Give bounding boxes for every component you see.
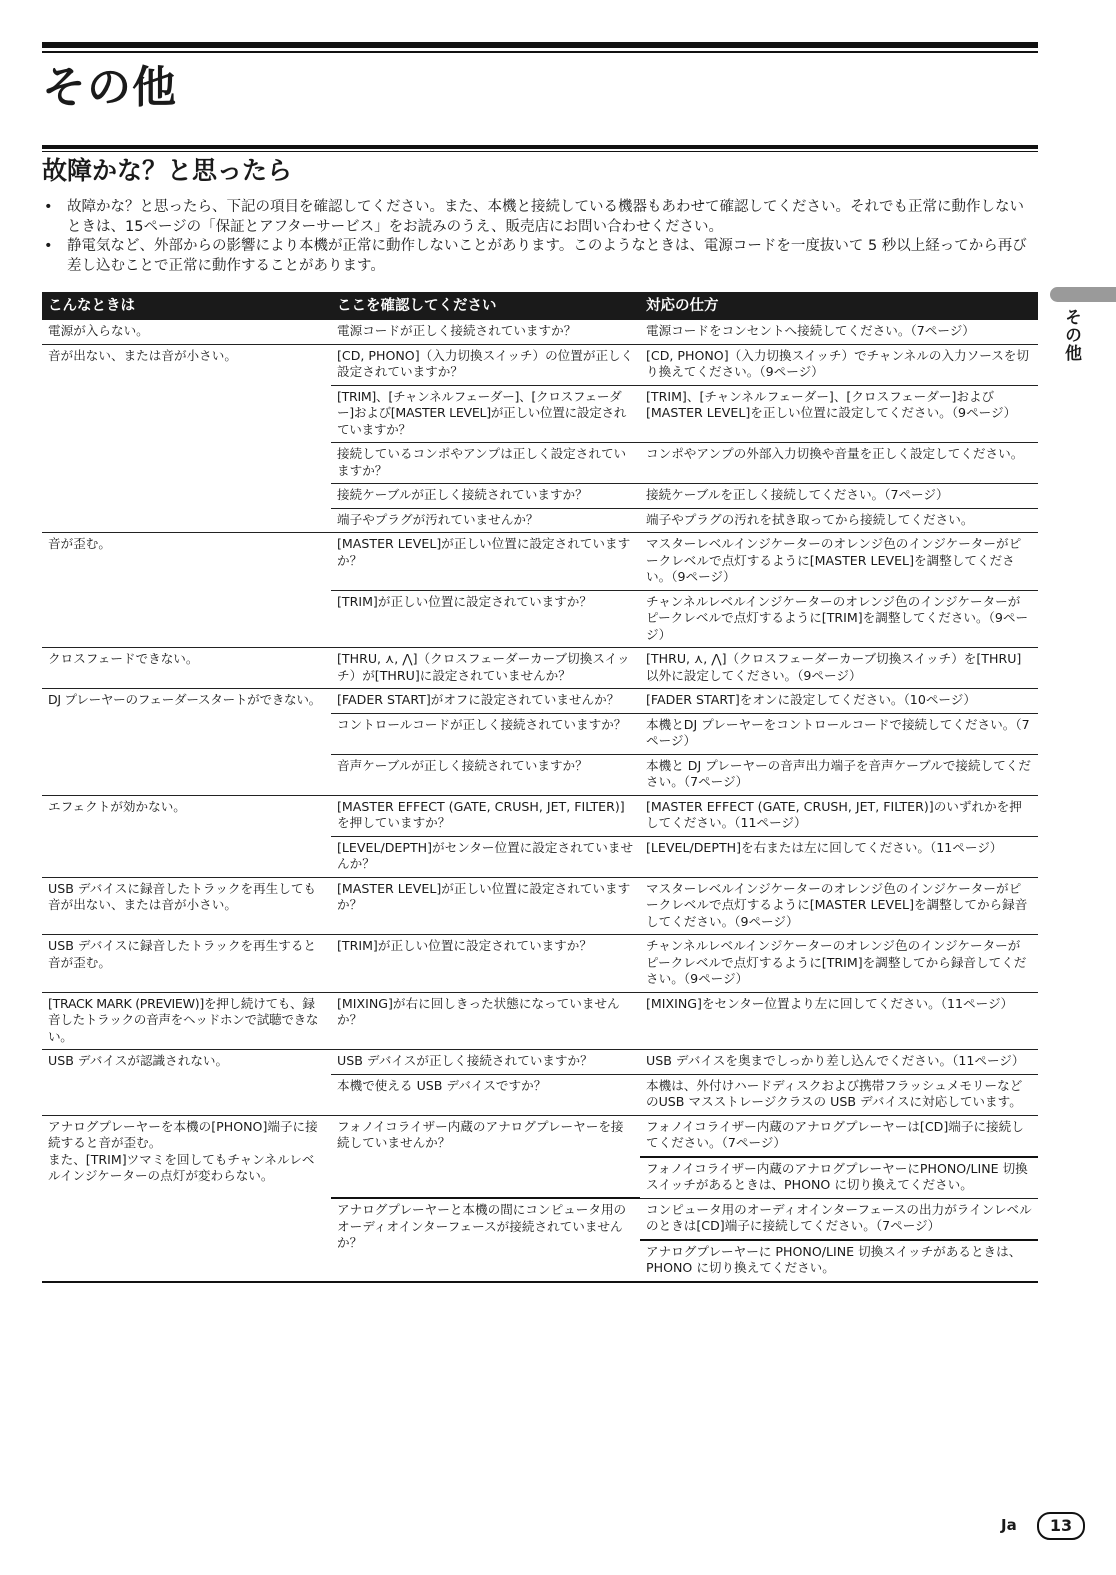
remedy-cell: マスターレベルインジケーターのオレンジ色のインジケーターがピークレベルで点灯するように[MASTER LEVEL]を調整してください。（9ページ） <box>640 533 1038 591</box>
symptom-cell: USB デバイスに録音したトラックを再生しても音が出ない、または音が小さい。 <box>42 877 331 935</box>
symptom-cell: 音が出ない、または音が小さい。 <box>42 344 331 533</box>
section-rule <box>42 145 1038 152</box>
troubleshooting-table <box>42 292 1038 1283</box>
remedy-cell: USB デバイスを奥までしっかり差し込んでください。（11ページ） <box>640 1050 1038 1075</box>
remedy-cell: マスターレベルインジケーターのオレンジ色のインジケーターがピークレベルで点灯するように[MASTER LEVEL]を調整してから録音してください。（9ページ） <box>640 877 1038 935</box>
remedy-cell: [MASTER EFFECT (GATE, CRUSH, JET, FILTER)]のいずれかを押してください。（11ページ） <box>640 795 1038 836</box>
table-row <box>42 1115 1038 1157</box>
check-cell: 音声ケーブルが正しく接続されていますか？ <box>331 754 640 795</box>
symptom-cell: 音が歪む。 <box>42 533 331 648</box>
table-row <box>42 320 1038 344</box>
table-header-row <box>42 292 1038 320</box>
header-check: ここを確認してください <box>331 292 640 320</box>
check-cell: フォノイコライザー内蔵のアナログプレーヤーを接続していませんか？ <box>331 1115 640 1198</box>
header-remedy: 対応の仕方 <box>640 292 1038 320</box>
remedy-cell: 端子やプラグの汚れを拭き取ってから接続してください。 <box>640 508 1038 533</box>
check-cell: [MIXING]が右に回しきった状態になっていませんか？ <box>331 992 640 1050</box>
table-row <box>42 689 1038 714</box>
chapter-rule <box>42 42 1038 56</box>
symptom-cell: [TRACK MARK (PREVIEW)]を押し続けても、録音したトラックの音声をヘッドホンで試聴できない。 <box>42 992 331 1050</box>
check-cell: [THRU, ⋏, ⋀]（クロスフェーダーカーブ切換スイッチ）が[THRU]に設定されていませんか？ <box>331 648 640 689</box>
remedy-cell: 本機とDJ プレーヤーをコントロールコードで接続してください。（7ページ） <box>640 713 1038 754</box>
symptom-cell: 電源が入らない。 <box>42 320 331 344</box>
remedy-cell: コンポやアンプの外部入力切換や音量を正しく設定してください。 <box>640 443 1038 484</box>
remedy-cell: 電源コードをコンセントへ接続してください。（7ページ） <box>640 320 1038 344</box>
note-item: • 静電気など、外部からの影響により本機が正常に動作しないことがあります。このようなときは、電源コードを一度抜いて 5 秒以上経ってから再び差し込むことで正常に動作することがあります。 <box>42 237 1038 276</box>
notes-list <box>42 198 1038 276</box>
note-item: • 故障かな？と思ったら、下記の項目を確認してください。また、本機と接続している機器もあわせて確認してください。それでも正常に動作しないときは、15ページの「保証とアフターサービス」をお読みのうえ、販売店にお問い合わせください。 <box>42 198 1038 237</box>
remedy-cell: 接続ケーブルを正しく接続してください。（7ページ） <box>640 484 1038 509</box>
check-cell: 本機で使える USB デバイスですか？ <box>331 1074 640 1115</box>
symptom-cell: エフェクトが効かない。 <box>42 795 331 877</box>
symptom-cell: USB デバイスに録音したトラックを再生すると音が歪む。 <box>42 935 331 993</box>
table-row <box>42 992 1038 1050</box>
check-cell: 接続ケーブルが正しく接続されていますか？ <box>331 484 640 509</box>
check-cell: 電源コードが正しく接続されていますか？ <box>331 320 640 344</box>
table-row <box>42 344 1038 385</box>
section-title: 故障かな？と思ったら <box>42 156 293 185</box>
remedy-cell: [MIXING]をセンター位置より左に回してください。（11ページ） <box>640 992 1038 1050</box>
remedy-cell: コンピュータ用のオーディオインターフェースの出力がラインレベルのときは[CD]端子に接続してください。（7ページ） <box>640 1198 1038 1240</box>
check-cell: [FADER START]がオフに設定されていませんか？ <box>331 689 640 714</box>
symptom-cell: USB デバイスが認識されない。 <box>42 1050 331 1116</box>
check-cell: [TRIM]が正しい位置に設定されていますか？ <box>331 590 640 648</box>
table-row <box>42 935 1038 993</box>
remedy-cell: フォノイコライザー内蔵のアナログプレーヤーは[CD]端子に接続してください。（7ページ） <box>640 1115 1038 1157</box>
check-cell: 端子やプラグが汚れていませんか？ <box>331 508 640 533</box>
header-symptom: こんなときは <box>42 292 331 320</box>
remedy-cell: 本機と DJ プレーヤーの音声出力端子を音声ケーブルで接続してください。（7ページ） <box>640 754 1038 795</box>
check-cell: USB デバイスが正しく接続されていますか？ <box>331 1050 640 1075</box>
check-cell: [TRIM]が正しい位置に設定されていますか？ <box>331 935 640 993</box>
check-cell: [MASTER EFFECT (GATE, CRUSH, JET, FILTER)]を押していますか？ <box>331 795 640 836</box>
chapter-title: その他 <box>42 62 177 113</box>
check-cell: [MASTER LEVEL]が正しい位置に設定されていますか？ <box>331 533 640 591</box>
footer-language: Ja <box>1001 1516 1017 1534</box>
remedy-cell: フォノイコライザー内蔵のアナログプレーヤーにPHONO/LINE 切換スイッチがあるときは、PHONO に切り換えてください。 <box>640 1157 1038 1199</box>
remedy-cell: チャンネルレベルインジケーターのオレンジ色のインジケーターがピークレベルで点灯するように[TRIM]を調整してから録音してください。（9ページ） <box>640 935 1038 993</box>
table-row <box>42 533 1038 591</box>
symptom-cell: DJ プレーヤーのフェーダースタートができない。 <box>42 689 331 796</box>
remedy-cell: [TRIM]、[チャンネルフェーダー]、[クロスフェーダー]および[MASTER LEVEL]を正しい位置に設定してください。（9ページ） <box>640 385 1038 443</box>
symptom-cell: クロスフェードできない。 <box>42 648 331 689</box>
table-row <box>42 877 1038 935</box>
remedy-cell: [CD, PHONO]（入力切換スイッチ）でチャンネルの入力ソースを切り換えてください。（9ページ） <box>640 344 1038 385</box>
check-cell: アナログプレーヤーと本機の間にコンピュータ用のオーディオインターフェースが接続されていませんか？ <box>331 1198 640 1282</box>
remedy-cell: [THRU, ⋏, ⋀]（クロスフェーダーカーブ切換スイッチ）を[THRU]以外に設定してください。（9ページ） <box>640 648 1038 689</box>
check-cell: コントロールコードが正しく接続されていますか？ <box>331 713 640 754</box>
table-row <box>42 795 1038 836</box>
symptom-line: アナログプレーヤーを本機の[PHONO]端子に接続すると音が歪む。 <box>48 1118 318 1150</box>
table-row <box>42 1050 1038 1075</box>
remedy-cell: [LEVEL/DEPTH]を右または左に回してください。（11ページ） <box>640 836 1038 877</box>
remedy-cell: 本機は、外付けハードディスクおよび携帯フラッシュメモリーなどのUSB マスストレージクラスの USB デバイスに対応しています。 <box>640 1074 1038 1115</box>
chapter-side-label: その他 <box>1061 308 1081 362</box>
chapter-side-tab <box>1050 287 1116 302</box>
remedy-cell: [FADER START]をオンに設定してください。（10ページ） <box>640 689 1038 714</box>
remedy-cell: アナログプレーヤーに PHONO/LINE 切換スイッチがあるときは、PHONO に切り換えてください。 <box>640 1240 1038 1282</box>
check-cell: [LEVEL/DEPTH]がセンター位置に設定されていませんか？ <box>331 836 640 877</box>
remedy-cell: チャンネルレベルインジケーターのオレンジ色のインジケーターがピークレベルで点灯するように[TRIM]を調整してください。（9ページ） <box>640 590 1038 648</box>
symptom-line: また、[TRIM]ツマミを回してもチャンネルレベルインジケーターの点灯が変わらない。 <box>48 1151 315 1183</box>
check-cell: [MASTER LEVEL]が正しい位置に設定されていますか？ <box>331 877 640 935</box>
check-cell: [CD, PHONO]（入力切換スイッチ）の位置が正しく設定されていますか？ <box>331 344 640 385</box>
symptom-cell <box>42 1115 331 1282</box>
table-row <box>42 648 1038 689</box>
check-cell: [TRIM]、[チャンネルフェーダー]、[クロスフェーダー]および[MASTER LEVEL]が正しい位置に設定されていますか？ <box>331 385 640 443</box>
page-number: 13 <box>1037 1512 1085 1540</box>
check-cell: 接続しているコンポやアンプは正しく設定されていますか？ <box>331 443 640 484</box>
